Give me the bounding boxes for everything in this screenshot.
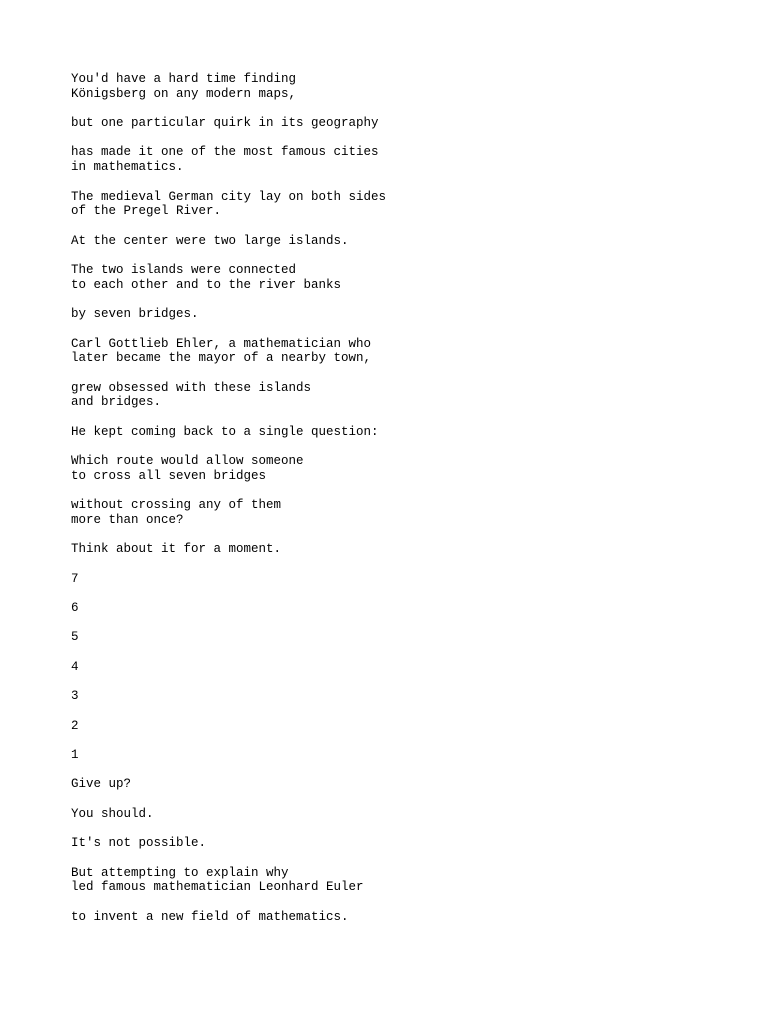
text-line: 1 [71,748,79,763]
paragraph [71,337,711,366]
paragraph [71,542,711,557]
paragraph [71,777,711,792]
countdown-number [71,660,711,675]
countdown-number [71,748,711,763]
paragraph [71,425,711,440]
text-line: Give up? [71,777,132,792]
text-line: of the Pregel River. [71,204,222,219]
paragraph [71,263,711,292]
text-line: to cross all seven bridges [71,468,267,483]
text-line: You'd have a hard time finding [71,72,297,86]
countdown-number [71,572,711,587]
text-line: He kept coming back to a single question: [71,424,379,439]
text-line: grew obsessed with these islands [71,380,312,395]
text-line: and bridges. [71,395,162,410]
paragraph [71,866,711,895]
text-line: Which route would allow someone [71,454,304,469]
paragraph [71,145,711,174]
text-line: without crossing any of them [71,498,282,513]
countdown-number [71,630,711,645]
text-line: 6 [71,601,79,616]
transcript-document [71,72,711,939]
countdown-number [71,719,711,734]
paragraph [71,836,711,851]
text-line: Königsberg on any modern maps, [71,86,297,101]
paragraph [71,454,711,483]
text-line: But attempting to explain why [71,865,289,880]
text-line: Carl Gottlieb Ehler, a mathematician who [71,336,372,351]
paragraph [71,381,711,410]
text-line: The medieval German city lay on both sides [71,189,387,204]
paragraph [71,807,711,822]
text-line: 4 [71,659,79,674]
text-line: The two islands were connected [71,263,297,278]
paragraph [71,234,711,249]
text-line: by seven bridges. [71,307,199,322]
countdown-number [71,689,711,704]
paragraph [71,498,711,527]
text-line: 7 [71,571,79,586]
text-line: You should. [71,806,154,821]
text-line: 5 [71,630,79,645]
text-line: led famous mathematician Leonhard Euler [71,880,364,895]
paragraph [71,190,711,219]
paragraph [71,910,711,925]
text-line: has made it one of the most famous cities [71,145,379,160]
paragraph [71,307,711,322]
text-line: later became the mayor of a nearby town, [71,351,372,366]
text-line: to each other and to the river banks [71,277,342,292]
text-line: but one particular quirk in its geography [71,116,379,131]
text-line: in mathematics. [71,160,184,175]
text-line: more than once? [71,512,184,527]
text-line: 3 [71,689,79,704]
paragraph [71,72,711,101]
text-line: 2 [71,718,79,733]
text-line: Think about it for a moment. [71,542,282,557]
text-line: It's not possible. [71,836,207,851]
text-line: At the center were two large islands. [71,233,349,248]
paragraph [71,116,711,131]
text-line: to invent a new field of mathematics. [71,909,349,924]
countdown-number [71,601,711,616]
